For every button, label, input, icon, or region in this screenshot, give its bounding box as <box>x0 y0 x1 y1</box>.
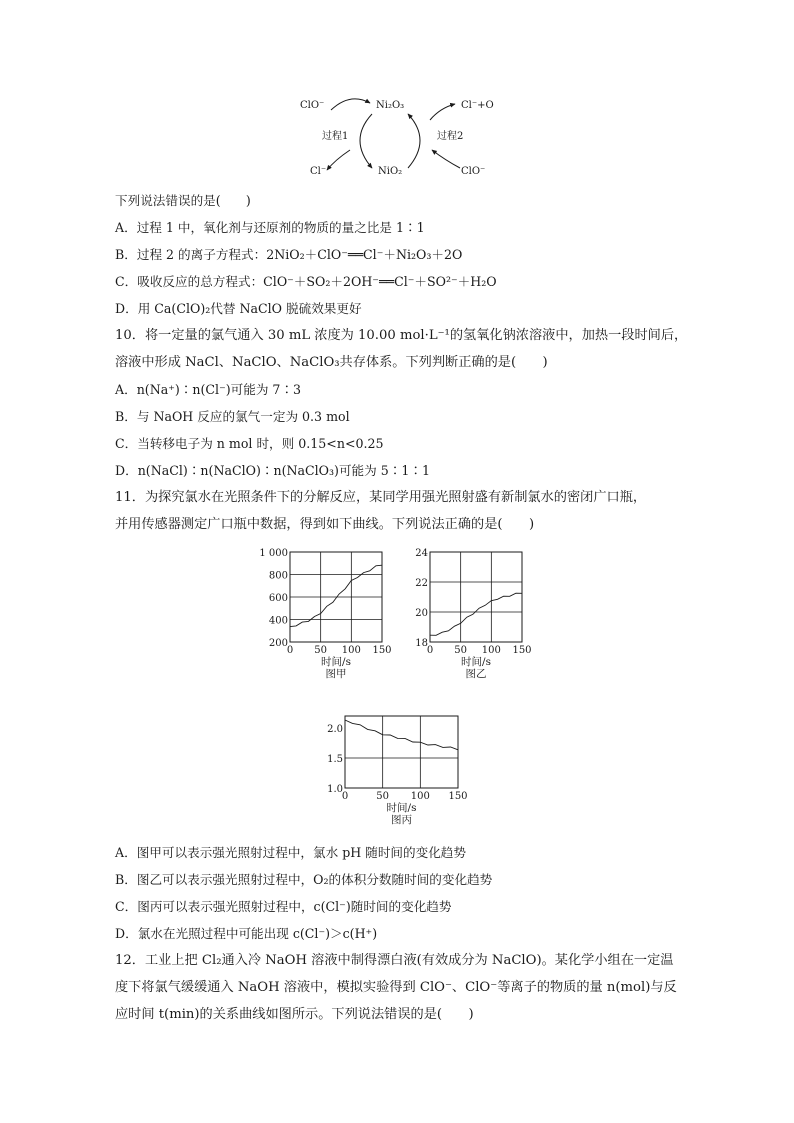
chart2-xlabel: 时间/s <box>386 802 417 814</box>
arc-left-bottom <box>327 150 350 170</box>
q11-stem-2: 并用传感器测定广口瓶中数据，得到如下曲线。下列说法正确的是( ) <box>115 517 535 532</box>
chart0-xtick-label: 150 <box>372 645 392 656</box>
q10-option-c: C．当转移电子为 n mol 时，则 0.15<n<0.25 <box>115 436 384 451</box>
chart2-xtick-label: 150 <box>448 791 468 802</box>
chart0-series-line <box>290 565 382 626</box>
cycle-nio2: NiO₂ <box>378 166 403 177</box>
chart0-xtick-label: 50 <box>314 645 328 656</box>
chart0-ytick-label: 600 <box>268 593 288 604</box>
q12-stem-1: 12．工业上把 Cl₂通入冷 NaOH 溶液中制得漂白液(有效成分为 NaClO)。某化学小组在一定温 <box>115 953 674 968</box>
chart0-ytick-label: 400 <box>268 615 288 627</box>
cycle-ni2o3: Ni₂O₃ <box>376 100 405 111</box>
cycle-arrows <box>0 0 794 185</box>
chart2-title: 图丙 <box>391 814 412 826</box>
chart0-ytick-label: 1 000 <box>259 548 288 559</box>
cycle-clo-bottom: ClO⁻ <box>461 166 486 177</box>
chart1-xtick-label: 0 <box>426 645 434 656</box>
chart2-xtick-label: 100 <box>410 791 430 802</box>
arc-right-bottom <box>432 150 460 168</box>
chart1-xtick-label: 100 <box>481 645 501 656</box>
q12-stem-2: 度下将氯气缓缓通入 NaOH 溶液中，模拟实验得到 ClO⁻、ClO⁻等离子的物质的量 n(mol)与反 <box>115 980 677 995</box>
chart2-ytick-label: 2.0 <box>327 724 343 735</box>
chart1-xtick-label: 150 <box>512 645 532 656</box>
chart2-series-line <box>345 720 458 750</box>
chart1-xtick-label: 50 <box>454 645 468 656</box>
chart1-ytick-label: 24 <box>415 548 428 559</box>
chart2-xtick-label: 0 <box>341 791 349 802</box>
cycle-cl-o: Cl⁻+O <box>461 100 494 111</box>
chart1-xlabel: 时间/s <box>461 656 491 668</box>
q9-option-d: D．用 Ca(ClO)₂代替 NaClO 脱硫效果更好 <box>115 301 362 316</box>
chart0-ytick-label: 200 <box>268 638 288 649</box>
cycle-clo-top: ClO⁻ <box>300 100 325 111</box>
cycle-process1: 过程1 <box>322 131 349 142</box>
q9-option-c: C．吸收反应的总方程式：ClO⁻＋SO₂＋2OH⁻══Cl⁻＋SO²⁻＋H₂O <box>115 274 497 289</box>
chart0-ytick-label: 800 <box>268 570 288 582</box>
q9-stem: 下列说法错误的是( ) <box>115 193 251 208</box>
chart2-ytick-label: 1.0 <box>327 784 343 795</box>
q11-stem-1: 11．为探究氯水在光照条件下的分解反应，某同学用强光照射盛有新制氯水的密闭广口瓶， <box>115 490 647 505</box>
q12-stem-3: 应时间 t(min)的关系曲线如图所示。下列说法错误的是( ) <box>115 1007 474 1022</box>
chart2-ytick-label: 1.5 <box>327 754 343 765</box>
arc-process2 <box>408 114 420 168</box>
q9-option-b: B．过程 2 的离子方程式：2NiO₂＋ClO⁻══Cl⁻＋Ni₂O₃＋2O <box>115 247 463 262</box>
cycle-cl-bottom: Cl⁻ <box>310 166 327 177</box>
chart0-frame <box>290 552 382 642</box>
chart0-xtick-label: 100 <box>341 645 361 656</box>
chart1-frame <box>430 552 522 642</box>
cycle-process2: 过程2 <box>437 131 464 142</box>
arc-process1 <box>360 114 372 168</box>
chart2-xtick-label: 50 <box>376 791 390 802</box>
q10-option-b: B．与 NaOH 反应的氯气一定为 0.3 mol <box>115 409 350 424</box>
q11-option-b: B．图乙可以表示强光照射过程中，O₂的体积分数随时间的变化趋势 <box>115 872 493 887</box>
arc-left-top <box>331 99 370 110</box>
chart0-title: 图甲 <box>325 668 347 680</box>
chart0-xlabel: 时间/s <box>321 656 351 668</box>
chart2-frame <box>345 716 458 788</box>
arc-right-top <box>430 104 455 120</box>
q10-option-a: A．n(Na⁺)∶n(Cl⁻)可能为 7∶3 <box>115 382 302 397</box>
chart1-ytick-label: 20 <box>415 608 428 619</box>
chart0-xtick-label: 0 <box>286 645 294 656</box>
q11-option-c: C．图丙可以表示强光照射过程中，c(Cl⁻)随时间的变化趋势 <box>115 899 452 914</box>
chart1-title: 图乙 <box>465 668 487 680</box>
chart1-ytick-label: 22 <box>415 578 428 589</box>
q9-option-a: A．过程 1 中，氧化剂与还原剂的物质的量之比是 1∶1 <box>115 220 425 235</box>
q10-option-d: D．n(NaCl)∶n(NaClO)∶n(NaClO₃)可能为 5∶1∶1 <box>115 463 430 478</box>
q11-option-a: A．图甲可以表示强光照射过程中，氯水 pH 随时间的变化趋势 <box>115 845 466 860</box>
chart1-series-line <box>430 593 522 635</box>
q10-stem-2: 溶液中形成 NaCl、NaClO、NaClO₃共存体系。下列判断正确的是( ) <box>115 355 548 370</box>
q10-stem-1: 10．将一定量的氯气通入 30 mL 浓度为 10.00 mol·L⁻¹的氢氧化钠浓溶液中，加热一段时间后， <box>115 328 688 343</box>
chart1-ytick-label: 18 <box>415 638 428 649</box>
q11-option-d: D．氯水在光照过程中可能出现 c(Cl⁻)＞c(H⁺) <box>115 926 378 941</box>
